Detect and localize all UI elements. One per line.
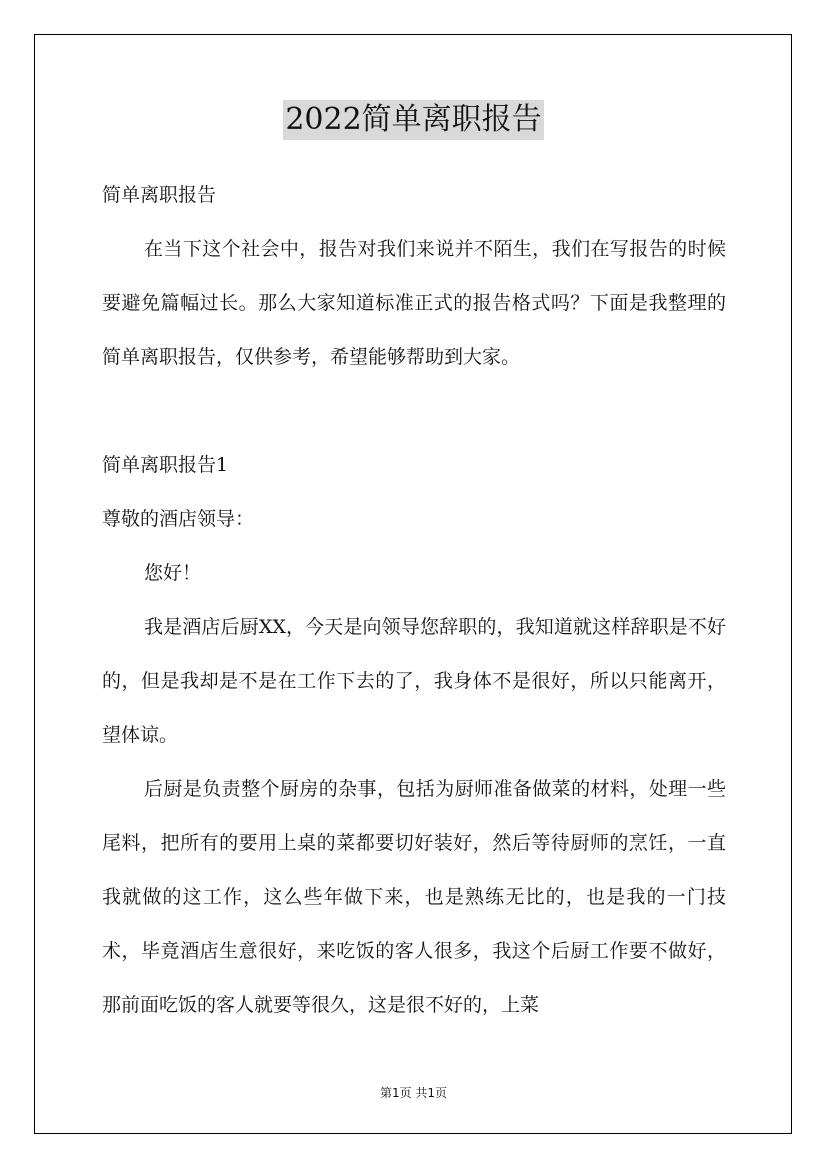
body-paragraph-2: 后厨是负责整个厨房的杂事，包括为厨师准备做菜的材料，处理一些尾料，把所有的要用上桌的菜都要切好装好，然后等待厨师的烹饪，一直我就做的这工作，这么些年做下来，也是熟练无比的，也是我的一门技术，毕竟酒店生意很好，来吃饭的客人很多，我这个后厨工作要不做好，那前面吃饭的客人就要等很久，这是很不好的，上菜 — [102, 778, 726, 1016]
title-container — [0, 100, 827, 140]
document-body — [102, 168, 726, 1032]
greeting: 您好！ — [144, 562, 202, 584]
subtitle: 简单离职报告 — [102, 184, 217, 206]
blank-line — [102, 384, 726, 438]
intro-paragraph: 在当下这个社会中，报告对我们来说并不陌生，我们在写报告的时候要避免篇幅过长。那么大家知道标准正式的报告格式吗？下面是我整理的简单离职报告，仅供参考，希望能够帮助到大家。 — [102, 238, 726, 368]
section-heading: 简单离职报告1 — [102, 454, 229, 476]
page-footer: 第1页 共1页 — [379, 1086, 448, 1100]
salutation: 尊敬的酒店领导： — [102, 508, 255, 530]
body-paragraph-1: 我是酒店后厨XX，今天是向领导您辞职的，我知道就这样辞职是不好的，但是我却是不是在工作下去的了，我身体不是很好，所以只能离开，望体谅。 — [102, 616, 726, 746]
document-title: 2022简单离职报告 — [283, 100, 543, 140]
